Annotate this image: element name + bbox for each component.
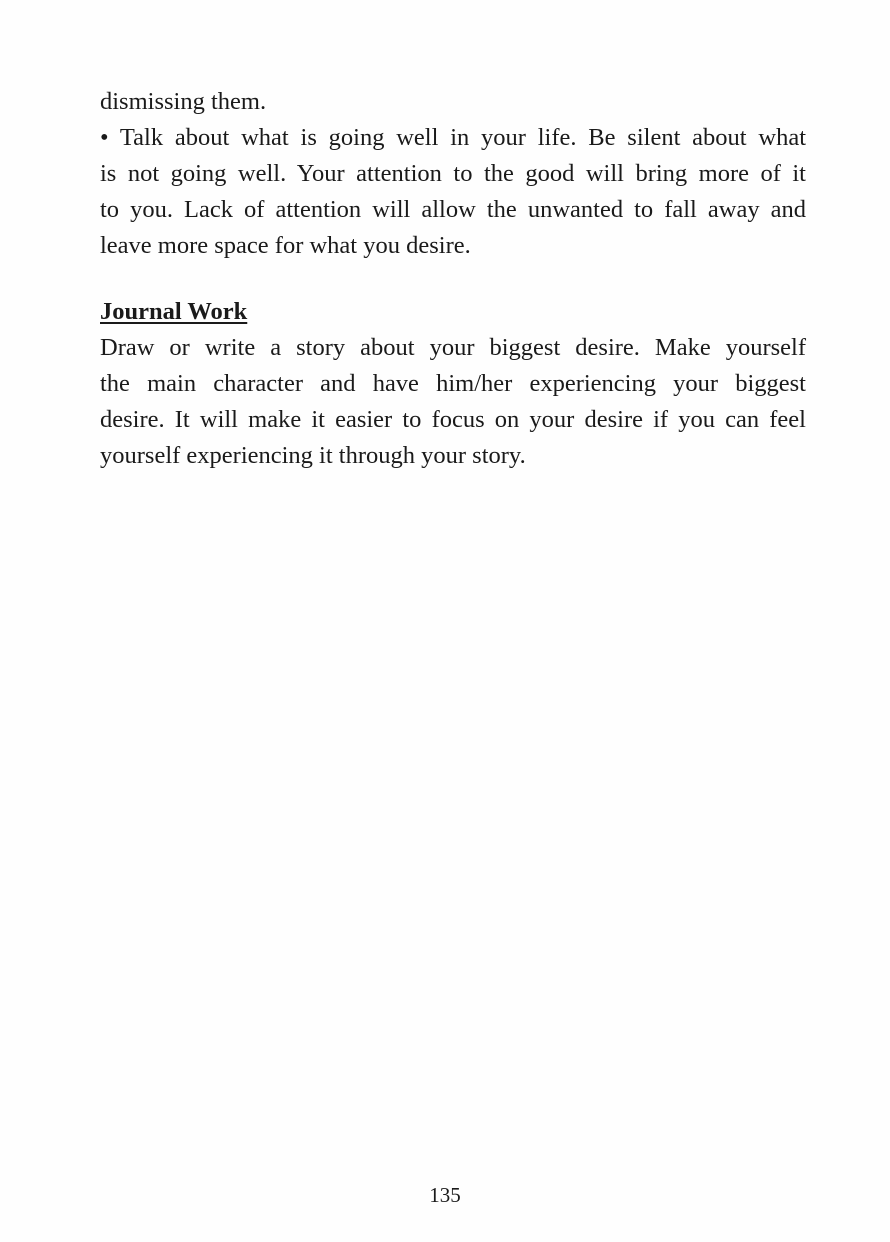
text-line: • Talk about what is going well in your life. Be silent about what bbox=[100, 124, 806, 151]
text-line: desire. It will make it easier to focus on your desire if you can feel bbox=[100, 406, 806, 433]
tips-paragraph bbox=[100, 84, 806, 264]
text-line: to you. Lack of attention will allow the unwanted to fall away and bbox=[100, 196, 806, 223]
text-line: yourself experiencing it through your story. bbox=[100, 442, 526, 469]
section-heading: Journal Work bbox=[100, 298, 248, 325]
text-line: Draw or write a story about your biggest desire. Make yourself bbox=[100, 334, 806, 361]
text-line: dismissing them. bbox=[100, 88, 267, 115]
text-line: leave more space for what you desire. bbox=[100, 232, 471, 259]
journal-work-paragraph bbox=[100, 330, 806, 474]
text-line: the main character and have him/her experiencing your biggest bbox=[100, 370, 806, 397]
page-number: 135 bbox=[429, 1183, 461, 1207]
text-line: is not going well. Your attention to the good will bring more of it bbox=[100, 160, 806, 187]
